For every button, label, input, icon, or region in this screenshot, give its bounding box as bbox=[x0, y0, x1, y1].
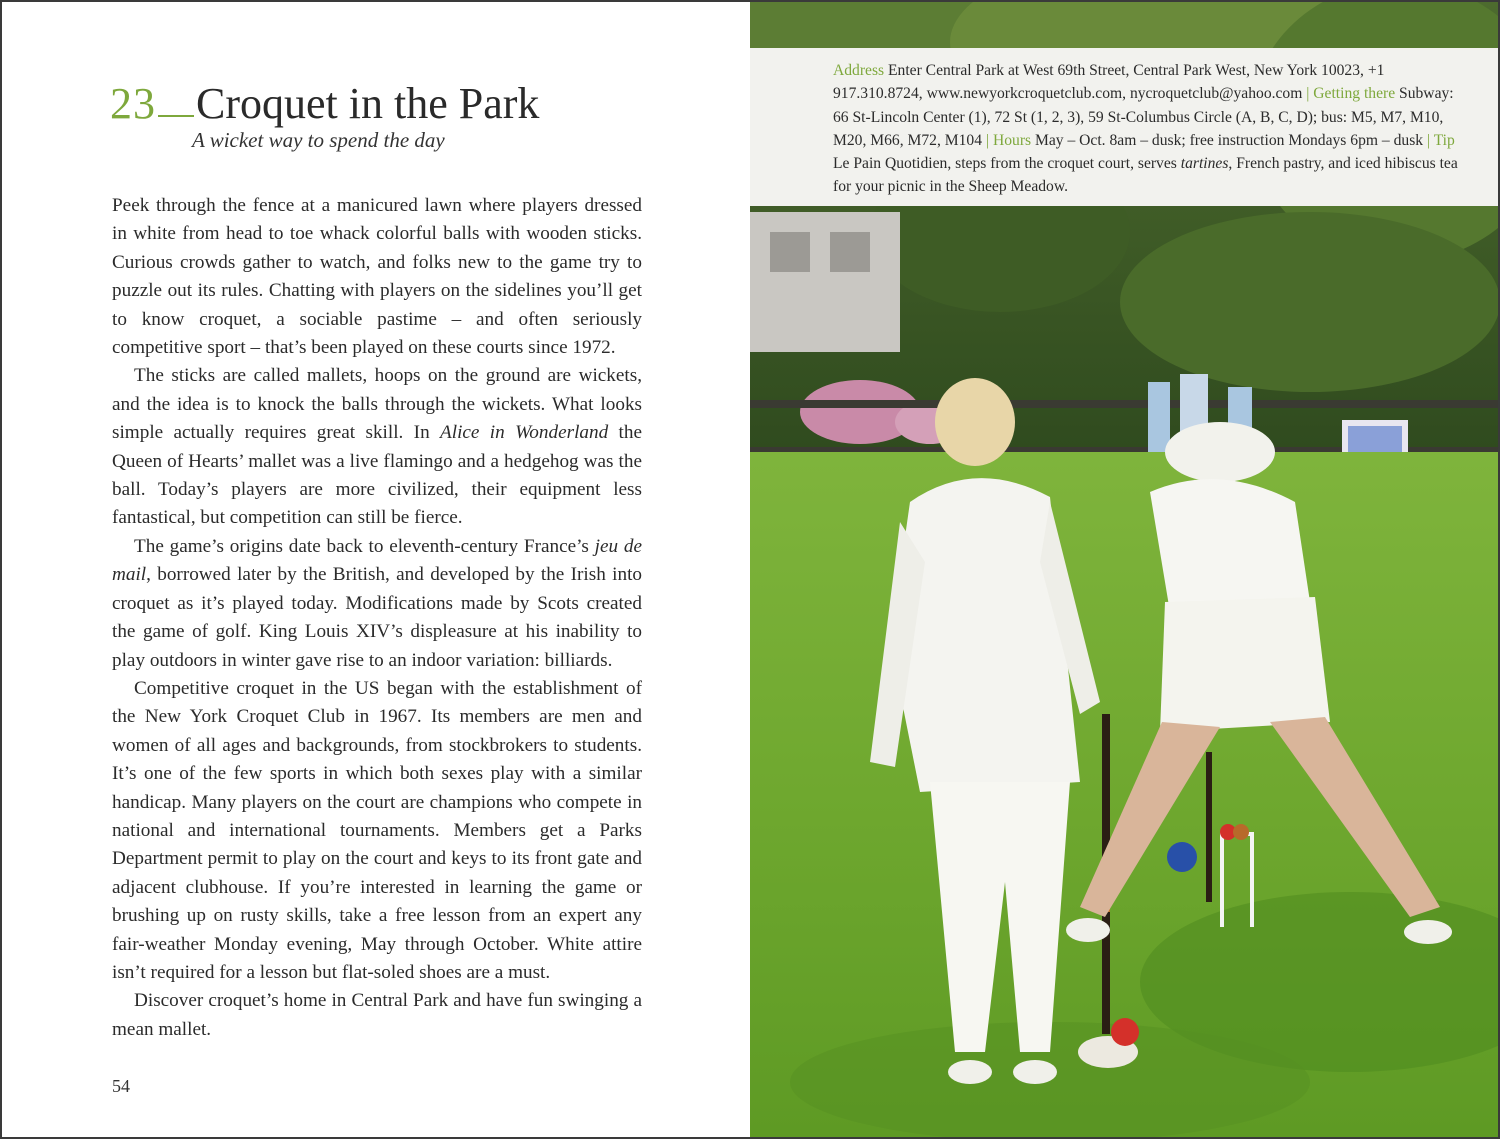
left-page bbox=[2, 2, 750, 1137]
chapter-title: Croquet in the Park bbox=[196, 79, 540, 128]
chapter-dash bbox=[158, 115, 194, 117]
page-number: 54 bbox=[112, 1076, 130, 1096]
paragraph-2-italic: Alice in Wonderland bbox=[440, 422, 609, 444]
paragraph-2-text-a: The sticks are called mallets, hoops on the ground are wickets, and the idea is to knock the balls through the wickets. What looks simple actually requires great skill. In bbox=[112, 365, 642, 444]
body-text bbox=[112, 192, 642, 1044]
tip-text-a: Le Pain Quotidien, steps from the croquet court, serves bbox=[833, 155, 1181, 173]
separator-3: | bbox=[1426, 131, 1431, 149]
getting-there-label: Getting there bbox=[1313, 85, 1396, 103]
paragraph-3-text-a: The game’s origins date back to eleventh-century France’s bbox=[134, 535, 595, 557]
chapter-number: 23 bbox=[110, 79, 156, 128]
right-page bbox=[750, 2, 1498, 1137]
paragraph-1: Peek through the fence at a manicured lawn where players dressed in white from head to toe whack colorful balls with wooden sticks. Curious crowds gather to watch, and folks new to the game try to puzzle out its rules. Chatting with players on the sidelines you’ll get to know croquet, a sociable pastime – and often seriously competitive sport – that’s been played on these courts since 1972. bbox=[112, 195, 642, 359]
address-text: Enter Central Park at West 69th Street, Central Park West, New York 10023, +1 917.310.8724, www.newyorkcroquetclub.com, nycroquetclub@yahoo.com bbox=[833, 62, 1385, 103]
hours-label: Hours bbox=[992, 131, 1032, 149]
info-box bbox=[750, 48, 1498, 206]
separator-2: | bbox=[985, 131, 990, 149]
paragraph-2 bbox=[112, 362, 642, 532]
hours-text: May – Oct. 8am – dusk; free instruction Mondays 6pm – dusk bbox=[1031, 131, 1427, 149]
tip-label: Tip bbox=[1433, 131, 1455, 149]
getting-there-text: Subway: 66 St-Lincoln Center (1), 72 St (1, 2, 3), 59 St-Columbus Circle (A, B, C, D); bus: M5, M7, M10, M20, M66, M72, M104 bbox=[833, 85, 1454, 149]
address-label: Address bbox=[833, 62, 885, 79]
separator-1: | bbox=[1306, 85, 1310, 103]
chapter-subtitle: A wicket way to spend the day bbox=[192, 128, 445, 152]
paragraph-4: Competitive croquet in the US began with the establishment of the New York Croquet Club in 1967. Its members are men and women of all ages and backgrounds, from stockbrokers to students. It’s one of the few sports in which both sexes play with a similar handicap. Many players on the court are champions who compete in national and international tournaments. Members get a Parks Department permit to play on the court and keys to its front gate and adjacent clubhouse. If you’re interested in learning the game or brushing up on rusty skills, take a free lesson from an expert any fair-weather Monday evening, May through October. White attire isn’t required for a lesson but flat-soled shoes are a must. bbox=[112, 677, 642, 983]
paragraph-3 bbox=[112, 533, 642, 675]
paragraph-3-italic: jeu de mail bbox=[112, 535, 642, 586]
paragraph-3-text-b: , borrowed later by the British, and developed by the Irish into croquet as it’s played today. Modifications made by Scots created the game of golf. King Louis XIV’s displeasure at his inability to play outdoors in winter gave rise to an indoor variation: billiards. bbox=[112, 564, 642, 671]
paragraph-2-text-b: the Queen of Hearts’ mallet was a live flamingo and a hedgehog was the ball. Today’s players are more civilized, their equipment less fantastical, but competition can still be fierce. bbox=[112, 422, 642, 529]
paragraph-5: Discover croquet’s home in Central Park and have fun swinging a mean mallet. bbox=[112, 990, 642, 1040]
chapter-heading bbox=[110, 78, 539, 129]
tip-italic: tartines bbox=[1180, 155, 1229, 173]
tip-text-b: , French pastry, and iced hibiscus tea for your picnic in the Sheep Meadow. bbox=[833, 155, 1458, 196]
